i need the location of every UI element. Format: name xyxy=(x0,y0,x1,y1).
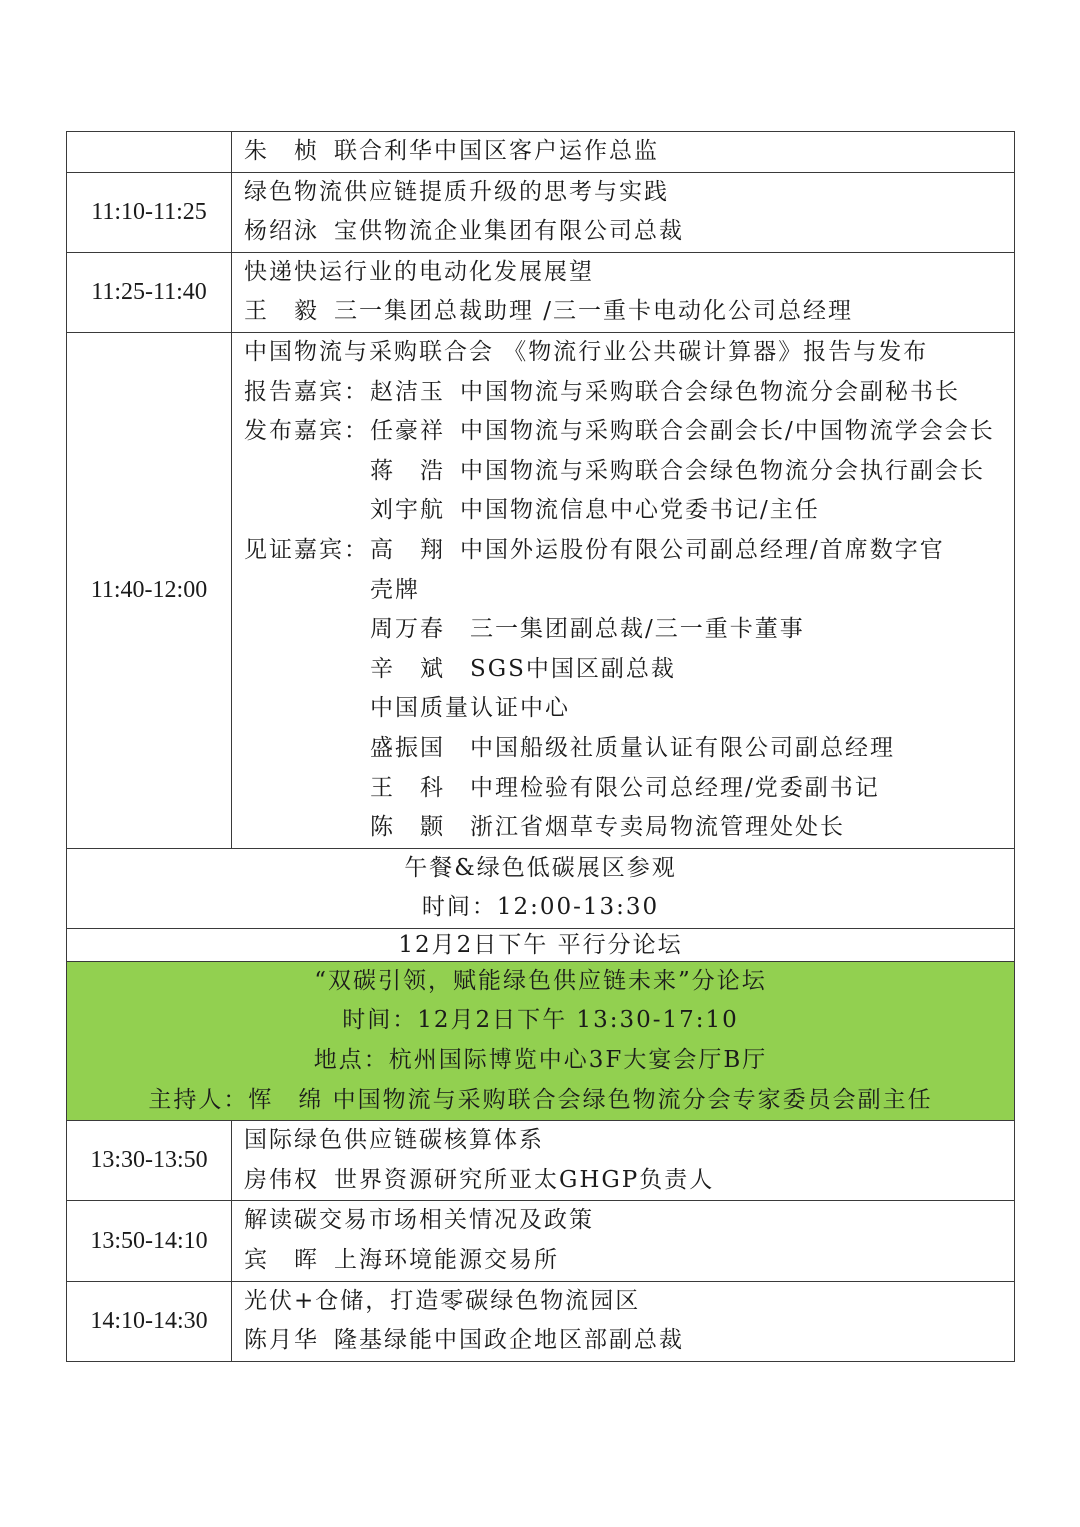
forum-title: “双碳引领，赋能绿色供应链未来”分论坛 xyxy=(314,967,767,994)
table-row xyxy=(67,132,1015,173)
speaker-org: 三一集团总裁助理 /三一重卡电动化公司总经理 xyxy=(334,298,854,325)
speaker-name: 朱 桢 xyxy=(244,138,319,164)
table-row xyxy=(67,332,1015,848)
speaker-org: 联合利华中国区客户运作总监 xyxy=(334,138,659,164)
lunch-title: 午餐&绿色低碳展区参观 xyxy=(404,854,677,881)
time-slot: 14:10-14:30 xyxy=(67,1281,232,1361)
session-content xyxy=(232,252,1015,332)
speaker-line xyxy=(244,292,1014,332)
session-content xyxy=(232,332,1015,848)
table-row xyxy=(67,961,1015,1120)
table-row xyxy=(67,1281,1015,1361)
table-row xyxy=(67,1201,1015,1281)
release-guest-label: 发布嘉宾： xyxy=(244,418,369,445)
release-guest-line xyxy=(244,412,1014,452)
session-topic: 快递快运行业的电动化发展展望 xyxy=(244,258,594,285)
table-row xyxy=(67,928,1015,961)
speaker-name: 蒋 浩 xyxy=(370,457,445,484)
time-slot: 11:40-12:00 xyxy=(67,332,232,848)
session-content xyxy=(232,172,1015,252)
afternoon-header xyxy=(67,928,1015,961)
speaker-name: 高 翔 xyxy=(370,536,445,563)
witness-guest-label: 见证嘉宾： xyxy=(244,536,369,563)
table-row xyxy=(67,1121,1015,1201)
forum-header xyxy=(67,961,1015,1120)
witness-entry: 盛振国 中国船级社质量认证有限公司副总经理 xyxy=(370,734,895,761)
speaker-name: 刘宇航 xyxy=(370,497,445,524)
session-topic: 绿色物流供应链提质升级的思考与实践 xyxy=(244,178,669,205)
time-slot xyxy=(67,132,232,173)
witness-guest-line xyxy=(244,729,1014,769)
speaker-line xyxy=(244,1241,1014,1281)
witness-entry: 王 科 中理检验有限公司总经理/党委副书记 xyxy=(370,774,880,801)
table-row xyxy=(67,848,1015,928)
table-row xyxy=(67,172,1015,252)
witness-guest-line xyxy=(244,610,1014,650)
witness-entry: 中国质量认证中心 xyxy=(370,695,570,722)
afternoon-title: 12月2日下午 平行分论坛 xyxy=(398,931,683,958)
speaker-name: 王 毅 xyxy=(244,298,319,325)
forum-venue: 地点：杭州国际博览中心3F大宴会厅B厅 xyxy=(313,1047,768,1074)
report-guest-line xyxy=(244,373,1014,413)
time-slot: 13:50-14:10 xyxy=(67,1201,232,1281)
session-content xyxy=(232,1201,1015,1281)
forum-time: 时间：12月2日下午 13:30-17:10 xyxy=(342,1007,739,1034)
speaker-org: 世界资源研究所亚太GHGP负责人 xyxy=(334,1166,715,1193)
session-content xyxy=(232,1121,1015,1201)
speaker-name: 杨绍泳 xyxy=(244,218,319,245)
speaker-name: 宾 晖 xyxy=(244,1247,319,1274)
speaker-org: 上海环境能源交易所 xyxy=(334,1247,559,1274)
witness-guest-line xyxy=(244,571,1014,611)
speaker-org: 中国外运股份有限公司副总经理/首席数字官 xyxy=(460,536,945,563)
report-guest-label: 报告嘉宾： xyxy=(244,378,369,405)
lunch-time: 时间：12:00-13:30 xyxy=(421,894,660,921)
time-slot: 13:30-13:50 xyxy=(67,1121,232,1201)
witness-entry: 壳牌 xyxy=(370,576,420,603)
lunch-break xyxy=(67,848,1015,928)
release-guest-line xyxy=(244,452,1014,492)
witness-guest-line xyxy=(244,650,1014,690)
witness-entry: 辛 斌 SGS中国区副总裁 xyxy=(370,655,676,682)
speaker-name: 赵洁玉 xyxy=(370,378,445,405)
witness-entry: 周万春 三一集团副总裁/三一重卡董事 xyxy=(370,616,805,643)
session-topic: 国际绿色供应链碳核算体系 xyxy=(244,1127,544,1154)
speaker-line xyxy=(244,1161,1014,1201)
session-content xyxy=(232,1281,1015,1361)
speaker-org: 中国物流信息中心党委书记/主任 xyxy=(460,497,820,524)
table-row xyxy=(67,252,1015,332)
time-slot: 11:10-11:25 xyxy=(67,172,232,252)
speaker-org: 中国物流与采购联合会绿色物流分会副秘书长 xyxy=(460,378,960,405)
speaker-line xyxy=(244,212,1014,252)
speaker-name: 陈月华 xyxy=(244,1327,319,1354)
forum-host: 主持人：恽 绵 中国物流与采购联合会绿色物流分会专家委员会副主任 xyxy=(148,1086,933,1113)
speaker-org: 隆基绿能中国政企地区部副总裁 xyxy=(334,1327,684,1354)
witness-guest-line xyxy=(244,531,1014,571)
witness-entry: 陈 颢 浙江省烟草专卖局物流管理处处长 xyxy=(370,814,845,841)
speaker-name: 房伟权 xyxy=(244,1166,319,1193)
agenda-table xyxy=(66,131,1015,1362)
session-topic: 中国物流与采购联合会 《物流行业公共碳计算器》报告与发布 xyxy=(244,338,929,365)
speaker-line xyxy=(244,132,1014,172)
speaker-org: 中国物流与采购联合会绿色物流分会执行副会长 xyxy=(460,457,985,484)
witness-guest-line xyxy=(244,769,1014,809)
speaker-org: 宝供物流企业集团有限公司总裁 xyxy=(334,218,684,245)
witness-guest-line xyxy=(244,689,1014,729)
witness-guest-line xyxy=(244,808,1014,848)
session-topic: 光伏+仓储，打造零碳绿色物流园区 xyxy=(244,1287,641,1314)
speaker-name: 任豪祥 xyxy=(370,418,445,445)
session-content xyxy=(232,132,1015,173)
time-slot: 11:25-11:40 xyxy=(67,252,232,332)
release-guest-line xyxy=(244,491,1014,531)
session-topic: 解读碳交易市场相关情况及政策 xyxy=(244,1207,594,1234)
speaker-org: 中国物流与采购联合会副会长/中国物流学会会长 xyxy=(460,418,995,445)
speaker-line xyxy=(244,1321,1014,1361)
